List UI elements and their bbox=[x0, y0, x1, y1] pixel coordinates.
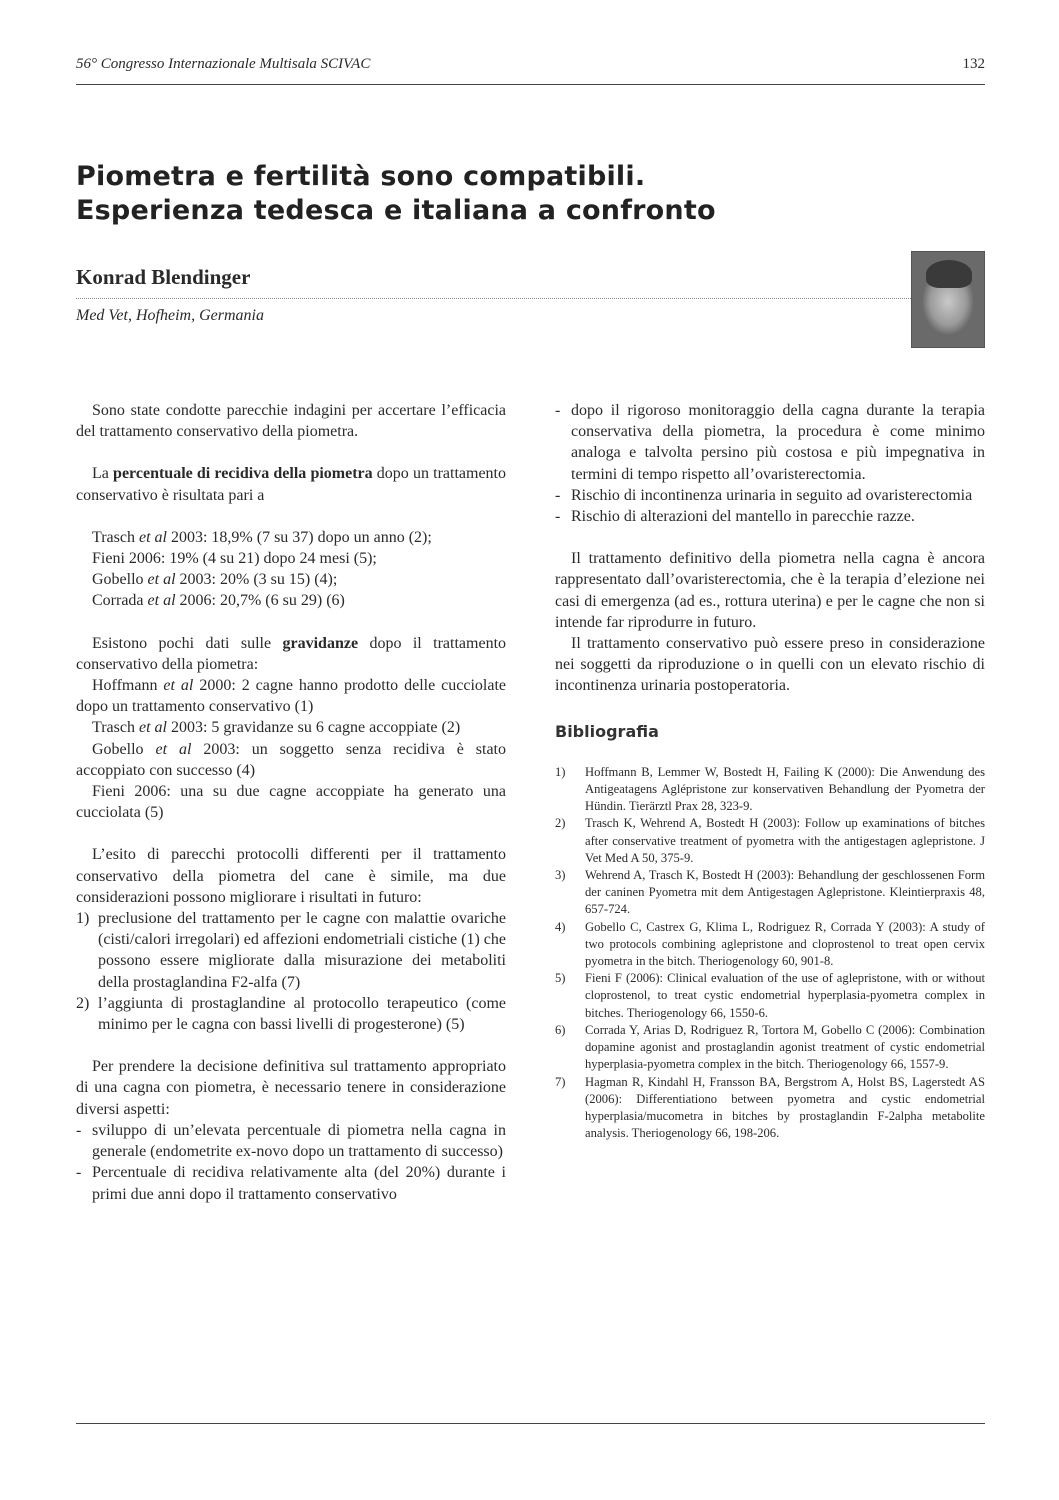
list-marker: 1) bbox=[76, 910, 90, 928]
list-item-text bbox=[92, 1162, 506, 1204]
paragraph-gap bbox=[76, 612, 506, 633]
bibliography-item bbox=[555, 970, 985, 1022]
list-marker: - bbox=[555, 508, 561, 526]
bold-text: gravidanze bbox=[282, 634, 359, 652]
bold-text: percentuale di recidiva della piometra bbox=[113, 465, 373, 483]
bullet-item bbox=[555, 400, 985, 485]
paragraph bbox=[76, 717, 506, 738]
italic-text: et al bbox=[147, 571, 176, 589]
reference-number: 5) bbox=[555, 971, 566, 986]
text-run: 2006: 20,7% (6 su 29) (6) bbox=[175, 592, 345, 610]
list-marker: 2) bbox=[76, 994, 90, 1012]
text-run: 2003: 5 gravidanze su 6 cagne accoppiate (2) bbox=[166, 719, 461, 737]
bibliography-item bbox=[555, 867, 985, 919]
reference-text: Corrada Y, Arias D, Rodriguez R, Tortora M, Gobello C (2006): Combination dopamine agonist and prostaglandin agonist treatment of cystic endometrial hyperplasia-pyometra complex in the bitch. Theriogenology 66, 1557-9. bbox=[585, 1022, 985, 1072]
reference-number: 1) bbox=[555, 764, 566, 779]
text-run: Percentuale di recidiva relativamente alta (del 20%) durante i primi due anni dopo il trattamento conservativo bbox=[92, 1164, 506, 1203]
list-item-text bbox=[571, 400, 985, 485]
conference-name: 56° Congresso Internazionale Multisala SCIVAC bbox=[76, 56, 371, 72]
text-run: Gobello bbox=[92, 740, 156, 758]
paragraph bbox=[76, 844, 506, 908]
paragraph bbox=[76, 739, 506, 781]
list-marker: - bbox=[555, 486, 561, 504]
paragraph-gap bbox=[555, 527, 985, 548]
bullet-item bbox=[555, 506, 985, 527]
bibliography-heading: Bibliografia bbox=[555, 721, 659, 741]
bibliography-item bbox=[555, 1022, 985, 1074]
italic-text: et al bbox=[138, 528, 167, 546]
reference-text: Wehrend A, Trasch K, Bostedt H (2003): Behandlung der geschlossenen Form der caninen Pyometra mit dem Antigestagen Aglepristone. Kleintierpraxis 48, 657-724. bbox=[585, 868, 985, 917]
paragraph-gap bbox=[76, 1035, 506, 1056]
italic-text: et al bbox=[138, 719, 167, 737]
text-run: Sono state condotte parecchie indagini per accertare l’efficacia del trattamento conservativo della piometra. bbox=[76, 402, 506, 441]
list-item-text bbox=[98, 993, 506, 1035]
reference-text: Gobello C, Castrex G, Klima L, Rodriguez R, Corrada Y (2003): A study of two protocols combining aglepristone and cloprostenol to treat open cervix pyometra in the bitch. Theriogenology 60, 901-8. bbox=[585, 919, 985, 969]
paragraph bbox=[76, 548, 506, 569]
bibliography-item bbox=[555, 919, 985, 971]
bibliography-item bbox=[555, 1074, 985, 1143]
text-run: 2003: un soggetto senza recidiva è stato accoppiato con successo (4) bbox=[76, 740, 506, 779]
paragraph bbox=[76, 569, 506, 590]
author-name: Konrad Blendinger bbox=[76, 265, 251, 289]
list-marker: - bbox=[555, 402, 561, 419]
running-header bbox=[76, 56, 985, 85]
text-run: Il trattamento conservativo può essere preso in considerazione nei soggetti da riproduzione o in quelli con un elevato rischio di incontinenza urinaria postoperatoria. bbox=[555, 635, 985, 695]
reference-number: 2) bbox=[555, 816, 566, 831]
text-run: Corrada bbox=[92, 592, 148, 610]
footer-rule bbox=[76, 1423, 985, 1424]
text-run: Fieni 2006: 19% (4 su 21) dopo 24 mesi (5); bbox=[92, 550, 377, 568]
text-run: Rischio di alterazioni del mantello in parecchie razze. bbox=[571, 508, 915, 526]
numbered-item bbox=[76, 908, 506, 993]
text-run: La bbox=[92, 465, 114, 483]
italic-text: et al bbox=[147, 592, 176, 610]
bullet-item bbox=[76, 1162, 506, 1204]
paragraph bbox=[76, 1056, 506, 1120]
paragraph bbox=[76, 527, 506, 548]
text-run: Trasch bbox=[92, 719, 139, 737]
text-run: dopo il rigoroso monitoraggio della cagna durante la terapia conservativa della piometra, la procedura è come minimo analoga e talvolta persino più costosa e più impegnativa in termini di tempo rispetto all’ovaristerectomia. bbox=[571, 402, 985, 483]
left-column bbox=[76, 400, 506, 1205]
list-marker: - bbox=[76, 1121, 82, 1139]
text-run: 2003: 18,9% (7 su 37) dopo un anno (2); bbox=[166, 528, 432, 546]
text-run: 2003: 20% (3 su 15) (4); bbox=[175, 571, 338, 589]
paragraph bbox=[76, 400, 506, 442]
reference-text: Trasch K, Wehrend A, Bostedt H (2003): Follow up examinations of bitches after conservative treatment of pyometra with the antigestagen aglepristone. J Vet Med A 50, 375-9. bbox=[585, 816, 985, 865]
text-run: Fieni 2006: una su due cagne accoppiate ha generato una cucciolata (5) bbox=[76, 783, 506, 822]
text-run: l’aggiunta di prostaglandine al protocollo terapeutico (come minimo per le cagna con bassi livelli di progesterone) (5) bbox=[98, 994, 506, 1034]
author-affiliation: Med Vet, Hofheim, Germania bbox=[76, 307, 264, 324]
author-photo bbox=[911, 251, 985, 348]
reference-number: 3) bbox=[555, 868, 566, 883]
bibliography-item bbox=[555, 815, 985, 867]
paragraph bbox=[76, 781, 506, 823]
paragraph bbox=[76, 675, 506, 717]
text-run: preclusione del trattamento per le cagne con malattie ovariche (cisti/calori irregolari) ed affezioni endometriali cistiche (1) che possono essere migliorate dalla misurazione dei metaboliti della prostaglandina F2-alfa (7) bbox=[98, 910, 506, 991]
text-run: Gobello bbox=[92, 571, 148, 589]
bibliography-list bbox=[555, 764, 985, 1142]
reference-text: Fieni F (2006): Clinical evaluation of the use of aglepristone, with or without cloprostenol, to treat cystic endometrial hyperplasia-pyometra complex in bitches. Theriogenology 66, 1550-6. bbox=[585, 971, 985, 1020]
paragraph-gap bbox=[76, 823, 506, 844]
text-run: dopo un trattamento conservativo è risultata pari a bbox=[76, 465, 506, 504]
reference-text: Hoffmann B, Lemmer W, Bostedt H, Failing K (2000): Die Anwendung des Antigeatagens Aglépristone zur konservativen Behandlung der Pyometra der Hündin. Tierärztl Prax 28, 323-9. bbox=[585, 764, 985, 814]
right-column bbox=[555, 400, 985, 1142]
text-run: Per prendere la decisione definitiva sul trattamento appropriato di una cagna con piometra, è necessario tenere in considerazione diversi aspetti: bbox=[76, 1058, 506, 1118]
text-run: Il trattamento definitivo della piometra nella cagna è ancora rappresentato dall’ovaristerectomia, che è la terapia d’elezione nei casi di emergenza (ad es., rottura uterina) e per le cagne che non si intende far riprodurre in futuro. bbox=[555, 550, 985, 631]
reference-text: Hagman R, Kindahl H, Fransson BA, Bergstrom A, Holst BS, Lagerstedt AS (2006): Differentiationo between pyometra and cystic endometrial hyperplasia/mucometra in bitches by prostaglandin F-2alpha metabolite analysis. Theriogenology 66, 198-206. bbox=[585, 1074, 985, 1141]
list-item-text bbox=[571, 485, 985, 506]
text-run: L’esito di parecchi protocolli differenti per il trattamento conservativo della piometra del cane è simile, ma due considerazioni possono migliorare i risultati in futuro: bbox=[76, 846, 506, 906]
reference-number: 4) bbox=[555, 919, 566, 934]
bullet-item bbox=[555, 485, 985, 506]
text-run: dopo il trattamento conservativo della piometra: bbox=[76, 634, 507, 673]
paragraph bbox=[76, 590, 506, 611]
list-item-text bbox=[92, 1120, 506, 1162]
paragraph bbox=[555, 548, 985, 633]
list-item-text bbox=[571, 506, 985, 527]
text-run: Rischio di incontinenza urinaria in seguito ad ovaristerectomia bbox=[571, 486, 973, 504]
text-run: 2000: 2 cagne hanno prodotto delle cucciolate dopo un trattamento conservativo (1) bbox=[76, 677, 507, 716]
bibliography-item bbox=[555, 764, 985, 816]
italic-text: et al bbox=[155, 740, 192, 758]
paragraph bbox=[555, 633, 985, 697]
list-marker: - bbox=[76, 1164, 82, 1182]
dotted-divider bbox=[76, 298, 911, 299]
list-item-text bbox=[98, 908, 506, 993]
reference-number: 6) bbox=[555, 1022, 566, 1037]
bullet-item bbox=[76, 1120, 506, 1162]
text-run: Esistono pochi dati sulle bbox=[92, 634, 283, 652]
text-run: sviluppo di un’elevata percentuale di piometra nella cagna in generale (endometrite ex-novo dopo un trattamento di successo) bbox=[92, 1121, 506, 1161]
article-title bbox=[76, 160, 716, 228]
reference-number: 7) bbox=[555, 1074, 566, 1089]
title-line-1: Piometra e fertilità sono compatibili. bbox=[76, 161, 646, 192]
paragraph bbox=[76, 463, 506, 505]
text-run: Trasch bbox=[92, 528, 139, 546]
italic-text: et al bbox=[163, 677, 194, 695]
paragraph bbox=[76, 633, 506, 675]
numbered-item bbox=[76, 993, 506, 1035]
page-number: 132 bbox=[962, 56, 985, 72]
title-line-2: Esperienza tedesca e italiana a confronto bbox=[76, 195, 716, 226]
text-run: Hoffmann bbox=[92, 677, 164, 695]
